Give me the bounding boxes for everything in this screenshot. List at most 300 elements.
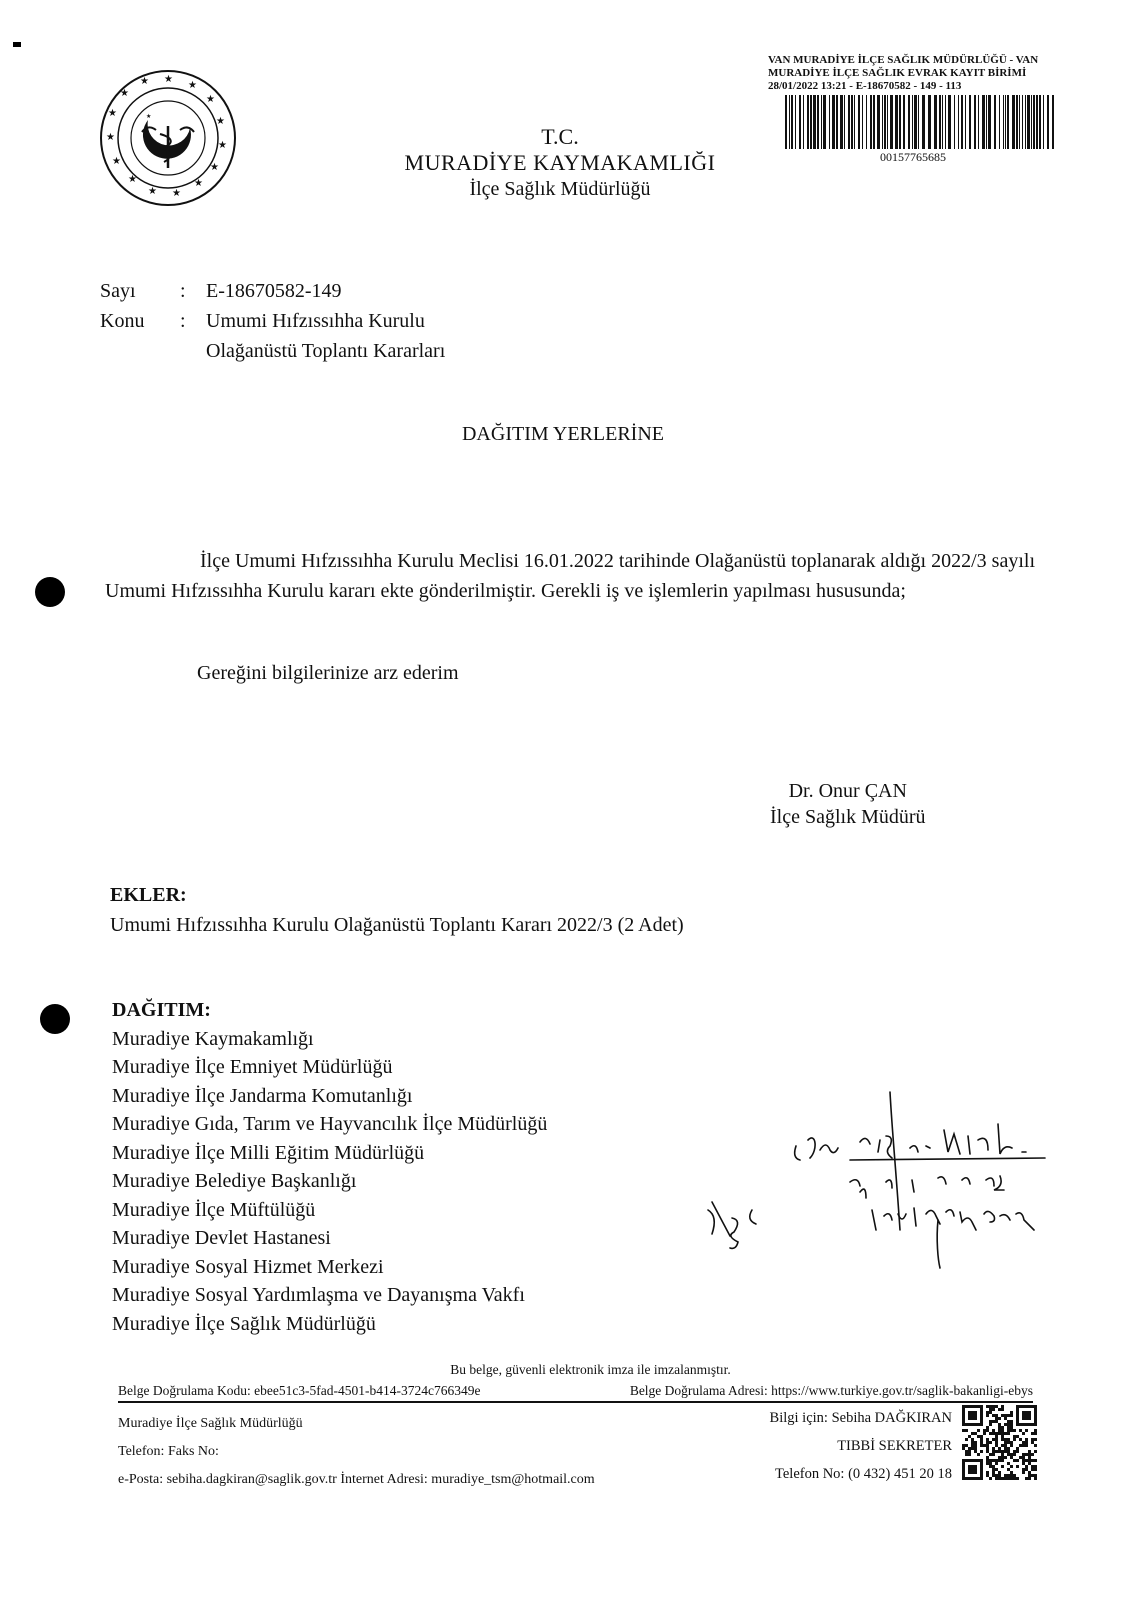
barcode-bar	[958, 95, 959, 149]
qr-module	[974, 1447, 977, 1450]
barcode-bar	[982, 95, 985, 149]
qr-module	[992, 1438, 995, 1441]
barcode-bar	[1019, 95, 1020, 149]
barcode-bar	[840, 95, 843, 149]
qr-module	[1004, 1438, 1007, 1441]
barcode-bar	[882, 95, 883, 149]
qr-module	[1022, 1459, 1025, 1462]
qr-module	[1004, 1456, 1007, 1459]
qr-module	[1022, 1462, 1025, 1465]
qr-module	[1025, 1444, 1028, 1447]
qr-module	[986, 1447, 989, 1450]
svg-text:★: ★	[146, 113, 152, 120]
scan-mark	[13, 42, 21, 47]
distribution-item: Muradiye İlçe Jandarma Komutanlığı	[112, 1084, 413, 1107]
svg-text:★: ★	[164, 74, 173, 85]
barcode-bar	[836, 95, 838, 149]
barcode-bar	[945, 95, 946, 149]
distribution-item: Muradiye Gıda, Tarım ve Hayvancılık İlçe Müdürlüğü	[112, 1113, 548, 1135]
esign-note: Bu belge, güvenli elektronik imza ile imzalanmıştır.	[450, 1362, 731, 1377]
distribution-heading: DAĞITIM:	[112, 999, 211, 1021]
barcode-bar	[978, 95, 979, 149]
qr-module	[992, 1471, 995, 1474]
qr-module	[1013, 1474, 1016, 1477]
barcode-bar	[914, 95, 917, 149]
qr-module	[983, 1444, 986, 1447]
svg-text:★: ★	[216, 116, 225, 127]
barcode-bar	[912, 95, 913, 149]
qr-module	[995, 1441, 998, 1444]
konu-value-line1: Umumi Hıfzıssıhha Kurulu	[206, 310, 425, 332]
attachment-item: Umumi Hıfzıssıhha Kurulu Olağanüstü Toplantı Kararı 2022/3 (2 Adet)	[110, 914, 684, 936]
barcode-bar	[1007, 95, 1009, 149]
qr-module	[1010, 1420, 1013, 1423]
qr-module	[1016, 1447, 1019, 1450]
qr-module	[986, 1414, 989, 1417]
qr-module	[1010, 1429, 1013, 1432]
qr-module	[1001, 1438, 1004, 1441]
konu-value-line2: Olağanüstü Toplantı Kararları	[206, 340, 446, 362]
qr-module	[986, 1450, 989, 1453]
qr-module	[992, 1420, 995, 1423]
qr-module	[995, 1417, 998, 1420]
qr-module	[1001, 1456, 1004, 1459]
addressee: DAĞITIM YERLERİNE	[461, 423, 664, 445]
qr-module	[971, 1447, 974, 1450]
barcode-bar	[821, 95, 822, 149]
verification-address: Belge Doğrulama Adresi: https://www.turkiye.gov.tr/saglik-bakanligi-ebys	[629, 1383, 1033, 1398]
qr-module	[998, 1450, 1001, 1453]
konu-separator: :	[180, 310, 186, 332]
handwritten-annotation	[700, 1090, 1060, 1270]
signature-block	[770, 778, 926, 830]
barcode-bar	[823, 95, 826, 149]
document-meta	[100, 276, 445, 366]
qr-module	[1007, 1441, 1010, 1444]
barcode-bar	[948, 95, 951, 149]
barcode-bar	[954, 95, 955, 149]
qr-module	[989, 1420, 992, 1423]
qr-module	[995, 1438, 998, 1441]
barcode-bar	[994, 95, 996, 149]
qr-module	[1010, 1441, 1013, 1444]
qr-module	[1010, 1474, 1013, 1477]
svg-text:★: ★	[206, 94, 215, 105]
qr-module	[1034, 1459, 1037, 1462]
qr-finder	[1022, 1411, 1031, 1420]
qr-module	[995, 1435, 998, 1438]
distribution-item: Muradiye İlçe Müftülüğü	[112, 1198, 316, 1221]
barcode-bar	[887, 95, 888, 149]
qr-module	[1013, 1453, 1016, 1456]
distribution-item: Muradiye Sosyal Hizmet Merkezi	[112, 1255, 384, 1278]
distribution-section	[112, 996, 547, 1338]
barcode-bar	[974, 95, 976, 149]
distribution-item: Muradiye Kaymakamlığı	[112, 1027, 314, 1050]
qr-module	[1001, 1453, 1004, 1456]
distribution-item: Muradiye İlçe Sağlık Müdürlüğü	[112, 1312, 376, 1335]
qr-module	[989, 1441, 992, 1444]
qr-module	[1004, 1444, 1007, 1447]
qr-module	[977, 1429, 980, 1432]
qr-module	[1022, 1441, 1025, 1444]
qr-module	[965, 1438, 968, 1441]
barcode-bar	[844, 95, 845, 149]
qr-module	[995, 1432, 998, 1435]
barcode-bar	[1012, 95, 1015, 149]
barcode-bar	[854, 95, 855, 149]
qr-module	[986, 1426, 989, 1429]
qr-module	[971, 1432, 974, 1435]
qr-module	[1028, 1459, 1031, 1462]
qr-module	[989, 1408, 992, 1411]
barcode-bar	[791, 95, 793, 149]
distribution-item: Muradiye İlçe Milli Eğitim Müdürlüğü	[112, 1141, 425, 1164]
svg-text:★: ★	[112, 156, 121, 167]
qr-module	[974, 1441, 977, 1444]
qr-module	[1007, 1453, 1010, 1456]
qr-module	[992, 1450, 995, 1453]
sayi-label: Sayı	[100, 280, 136, 302]
barcode-bar	[903, 95, 905, 149]
qr-module	[995, 1450, 998, 1453]
qr-module	[1001, 1429, 1004, 1432]
qr-module	[992, 1459, 995, 1462]
svg-text:★: ★	[210, 162, 219, 173]
barcode-bar	[795, 95, 796, 149]
qr-module	[965, 1429, 968, 1432]
punch-hole	[35, 577, 65, 607]
qr-module	[1010, 1471, 1013, 1474]
qr-module	[995, 1477, 998, 1480]
barcode-bar	[988, 95, 991, 149]
qr-module	[1022, 1444, 1025, 1447]
qr-module	[1007, 1420, 1010, 1423]
qr-module	[998, 1474, 1001, 1477]
qr-module	[986, 1462, 989, 1465]
qr-module	[1031, 1474, 1034, 1477]
qr-module	[1034, 1465, 1037, 1468]
qr-module	[1013, 1438, 1016, 1441]
qr-module	[1004, 1423, 1007, 1426]
footer-phone-fax: Telefon: Faks No:	[118, 1444, 219, 1459]
qr-module	[1010, 1453, 1013, 1456]
barcode-bar	[862, 95, 863, 149]
qr-module	[1007, 1447, 1010, 1450]
svg-text:★: ★	[106, 132, 115, 143]
qr-module	[1004, 1441, 1007, 1444]
barcode-bar	[1016, 95, 1018, 149]
qr-module	[992, 1447, 995, 1450]
qr-module	[1001, 1465, 1004, 1468]
qr-module	[1007, 1462, 1010, 1465]
qr-module	[1022, 1456, 1025, 1459]
qr-module	[1025, 1453, 1028, 1456]
qr-module	[995, 1468, 998, 1471]
qr-module	[986, 1459, 989, 1462]
barcode-bar	[1052, 95, 1054, 149]
svg-text:★: ★	[148, 186, 157, 197]
qr-module	[968, 1447, 971, 1450]
qr-module	[965, 1444, 968, 1447]
barcode-bar	[858, 95, 860, 149]
qr-module	[992, 1432, 995, 1435]
barcode-bar	[986, 95, 987, 149]
qr-module	[971, 1444, 974, 1447]
letterhead-institution: MURADİYE KAYMAKAMLIĞI	[404, 150, 716, 175]
qr-module	[974, 1450, 977, 1453]
barcode-bar	[848, 95, 850, 149]
barcode-bar	[1003, 95, 1004, 149]
qr-module	[986, 1411, 989, 1414]
registry-stamp-line3: 28/01/2022 13:21 - E-18670582 - 149 - 113	[768, 80, 962, 92]
barcode-bar	[895, 95, 898, 149]
barcode-bar	[908, 95, 910, 149]
body-paragraph: İlçe Umumi Hıfzıssıhha Kurulu Meclisi 16.01.2022 tarihinde Olağanüstü toplanarak aldığı 2022/3 sayılı Umumi Hıfzıssıhha Kurulu kararı ekte gönderilmiştir. Gerekli iş ve işlemlerin yapılması hususunda;	[105, 550, 1035, 602]
qr-module	[1007, 1423, 1010, 1426]
attachments-section	[110, 880, 684, 940]
qr-module	[998, 1417, 1001, 1420]
barcode-bar	[813, 95, 816, 149]
barcode-bar	[832, 95, 835, 149]
closing-sentence: Gereğini bilgilerinize arz ederim	[197, 662, 459, 684]
konu-label: Konu	[100, 310, 145, 332]
qr-module	[995, 1462, 998, 1465]
qr-module	[1013, 1477, 1016, 1480]
qr-module	[1001, 1405, 1004, 1408]
qr-module	[1001, 1444, 1004, 1447]
qr-module	[989, 1462, 992, 1465]
barcode-bar	[851, 95, 853, 149]
distribution-item: Muradiye Devlet Hastanesi	[112, 1227, 331, 1249]
qr-module	[1001, 1435, 1004, 1438]
qr-module	[992, 1405, 995, 1408]
barcode-bar	[789, 95, 790, 149]
qr-module	[1031, 1468, 1034, 1471]
qr-module	[992, 1474, 995, 1477]
registry-stamp-line2: MURADİYE İLÇE SAĞLIK EVRAK KAYIT BİRİMİ	[768, 67, 1027, 79]
qr-module	[998, 1426, 1001, 1429]
qr-module	[1028, 1474, 1031, 1477]
qr-module	[986, 1444, 989, 1447]
footer-info-person: Bilgi için: Sebiha DAĞKIRAN	[769, 1410, 952, 1426]
qr-module	[1022, 1453, 1025, 1456]
attachments-heading: EKLER:	[110, 884, 187, 906]
qr-module	[1001, 1459, 1004, 1462]
qr-module	[1025, 1438, 1028, 1441]
barcode-bar	[942, 95, 943, 149]
qr-module	[1004, 1447, 1007, 1450]
qr-module	[1019, 1429, 1022, 1432]
barcode-bar	[803, 95, 804, 149]
qr-module	[1025, 1459, 1028, 1462]
qr-module	[1001, 1408, 1004, 1411]
qr-module	[1025, 1468, 1028, 1471]
qr-module	[1028, 1471, 1031, 1474]
barcode-bar	[1031, 95, 1032, 149]
qr-module	[965, 1453, 968, 1456]
qr-module	[971, 1438, 974, 1441]
qr-module	[995, 1414, 998, 1417]
qr-module	[1010, 1444, 1013, 1447]
qr-module	[1028, 1453, 1031, 1456]
qr-module	[1031, 1438, 1034, 1441]
registry-stamp-line1: VAN MURADİYE İLÇE SAĞLIK MÜDÜRLÜĞÜ - VAN	[768, 54, 1039, 66]
qr-module	[1010, 1414, 1013, 1417]
qr-module	[1034, 1468, 1037, 1471]
qr-module	[1001, 1426, 1004, 1429]
qr-module	[983, 1432, 986, 1435]
qr-module	[998, 1459, 1001, 1462]
qr-module	[989, 1405, 992, 1408]
qr-module	[986, 1474, 989, 1477]
qr-module	[1019, 1456, 1022, 1459]
qr-module	[1022, 1432, 1025, 1435]
qr-module	[962, 1447, 965, 1450]
barcode-bar	[918, 95, 919, 149]
qr-module	[974, 1432, 977, 1435]
barcode-bar	[922, 95, 925, 149]
qr-module	[968, 1453, 971, 1456]
qr-module	[1001, 1414, 1004, 1417]
konu-row-2	[100, 336, 445, 366]
qr-module	[1028, 1477, 1031, 1480]
qr-module	[1010, 1411, 1013, 1414]
qr-module	[977, 1435, 980, 1438]
barcode-bar	[870, 95, 872, 149]
qr-module	[998, 1471, 1001, 1474]
qr-module	[1028, 1462, 1031, 1465]
qr-code-image	[962, 1405, 1037, 1480]
qr-module	[1007, 1426, 1010, 1429]
qr-module	[986, 1441, 989, 1444]
qr-module	[971, 1441, 974, 1444]
distribution-item: Muradiye Belediye Başkanlığı	[112, 1170, 357, 1192]
svg-text:★: ★	[120, 88, 129, 99]
barcode-bar	[866, 95, 867, 149]
barcode-bar	[1039, 95, 1041, 149]
qr-module	[986, 1405, 989, 1408]
qr-module	[1013, 1429, 1016, 1432]
qr-module	[1034, 1432, 1037, 1435]
qr-module	[980, 1450, 983, 1453]
footer-info-phone: Telefon No: (0 432) 451 20 18	[775, 1466, 952, 1482]
qr-module	[968, 1450, 971, 1453]
footer-info	[740, 1404, 952, 1488]
signatory-title: İlçe Sağlık Müdürü	[770, 806, 926, 828]
sayi-separator: :	[180, 280, 186, 302]
sayi-row	[100, 276, 445, 306]
qr-module	[977, 1453, 980, 1456]
konu-row	[100, 306, 445, 336]
registry-stamp	[768, 54, 1068, 93]
qr-module	[1031, 1459, 1034, 1462]
qr-module	[992, 1465, 995, 1468]
barcode-bar	[890, 95, 893, 149]
qr-module	[1007, 1438, 1010, 1441]
qr-module	[989, 1477, 992, 1480]
qr-module	[1001, 1450, 1004, 1453]
qr-module	[1028, 1456, 1031, 1459]
qr-module	[992, 1453, 995, 1456]
barcode-bar	[969, 95, 971, 149]
qr-finder	[968, 1465, 977, 1474]
barcode-bar	[928, 95, 931, 149]
qr-module	[998, 1447, 1001, 1450]
qr-module	[1004, 1477, 1007, 1480]
qr-module	[995, 1405, 998, 1408]
qr-module	[1004, 1474, 1007, 1477]
qr-module	[992, 1468, 995, 1471]
qr-module	[1025, 1441, 1028, 1444]
qr-module	[1016, 1465, 1019, 1468]
qr-module	[1019, 1444, 1022, 1447]
barcode-bar	[965, 95, 966, 149]
qr-module	[998, 1432, 1001, 1435]
qr-module	[962, 1444, 965, 1447]
qr-module	[998, 1456, 1001, 1459]
qr-module	[1010, 1456, 1013, 1459]
qr-module	[1016, 1477, 1019, 1480]
qr-module	[989, 1459, 992, 1462]
qr-module	[1034, 1450, 1037, 1453]
qr-module	[965, 1450, 968, 1453]
qr-module	[1004, 1450, 1007, 1453]
signatory-name: Dr. Onur ÇAN	[788, 780, 907, 802]
qr-module	[1013, 1450, 1016, 1453]
qr-module	[1025, 1465, 1028, 1468]
distribution-item: Muradiye İlçe Emniyet Müdürlüğü	[112, 1056, 393, 1078]
svg-text:★: ★	[188, 80, 197, 91]
qr-module	[989, 1432, 992, 1435]
qr-module	[1034, 1444, 1037, 1447]
qr-module	[989, 1411, 992, 1414]
qr-module	[980, 1438, 983, 1441]
qr-module	[1007, 1429, 1010, 1432]
distribution-item: Muradiye Sosyal Yardımlaşma ve Dayanışma Vakfı	[112, 1284, 525, 1306]
barcode-bar	[899, 95, 901, 149]
barcode-bar	[873, 95, 875, 149]
qr-module	[974, 1444, 977, 1447]
qr-module	[998, 1477, 1001, 1480]
qr-module	[1013, 1459, 1016, 1462]
qr-module	[1016, 1450, 1019, 1453]
qr-module	[1034, 1474, 1037, 1477]
svg-text:★: ★	[128, 174, 137, 185]
barcode-bar	[829, 95, 830, 149]
qr-module	[1001, 1432, 1004, 1435]
barcode-image	[785, 95, 1057, 149]
letterhead-department: İlçe Sağlık Müdürlüğü	[469, 178, 651, 200]
footer-contact	[118, 1410, 595, 1494]
qr-module	[989, 1453, 992, 1456]
qr-module	[995, 1420, 998, 1423]
qr-module	[1034, 1438, 1037, 1441]
qr-module	[1016, 1435, 1019, 1438]
barcode-bar	[1025, 95, 1026, 149]
qr-module	[1004, 1417, 1007, 1420]
qr-module	[1010, 1465, 1013, 1468]
punch-hole	[40, 1004, 70, 1034]
qr-module	[989, 1423, 992, 1426]
qr-module	[1001, 1477, 1004, 1480]
letterhead	[300, 124, 820, 202]
qr-module	[986, 1456, 989, 1459]
qr-module	[983, 1429, 986, 1432]
letterhead-tc: T.C.	[541, 124, 579, 149]
barcode-bar	[1005, 95, 1006, 149]
barcode-bar	[961, 95, 963, 149]
